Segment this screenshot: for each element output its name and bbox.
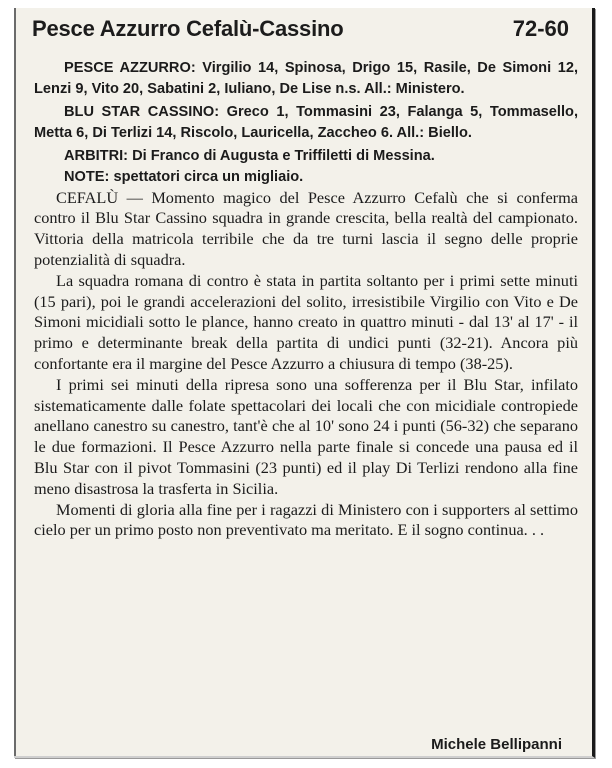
newspaper-clipping: [14, 8, 595, 758]
home-lineup: PESCE AZZURRO: Virgilio 14, Spinosa, Drigo 15, Rasile, De Simoni 12, Lenzi 9, Vito 20, Sabatini 2, Iuliano, De Lise n.s. All.: Ministero.: [34, 60, 578, 97]
paragraph-lead: CEFALÙ — Momento magico del Pesce Azzurro Cefalù che si conferma contro il Blu Star Cassino squadra in grande crescita, bella realtà del campionato. Vittoria della matricola terribile che da tre turni lascia il segno delle proprie potenzialità di squadra.: [34, 187, 578, 269]
referees: ARBITRI: Di Franco di Augusta e Triffiletti di Messina.: [64, 148, 435, 165]
paragraph-closing: Momenti di gloria alla fine per i ragazzi di Ministero con i supporters al settimo cielo per un primo posto non preventivato ma meritato. E il sogno continua. . .: [34, 499, 578, 540]
note: NOTE: spettatori circa un migliaio.: [64, 168, 304, 185]
paragraph-first-half: La squadra romana di contro è stata in partita soltanto per i primi sette minuti (15 pari), poi le grandi accelerazioni del solito, irresistibile Virgilio con Vito e De Simoni micidiali sotto le plance, hanno creato in quattro minuti - dal 13' al 17' - il primo e determinante break della partita di undici punti (32-21). Ancora più confortante era il margine del Pesce Azzurro a chiusura di tempo (38-25).: [34, 270, 578, 373]
headline: Pesce Azzurro Cefalù-Cassino: [32, 16, 344, 41]
paragraph-second-half: I primi sei minuti della ripresa sono una sofferenza per il Blu Star, infilato sistematicamente dalle folate spettacolari dei locali che con micidiale contropiede anellano canestro su canestro, tant'è che al 10' sono 24 i punti (56-32) che separano le due formazioni. Il Pesce Azzurro nella parte finale si concede una pausa ed il Blu Star con il pivot Tommasini (23 punti) ed il play Di Terlizi rendono alla fine meno disastrosa la trasferta in Sicilia.: [34, 374, 578, 498]
headline-bar: [32, 14, 577, 46]
score-fragment: 72-60: [512, 16, 569, 41]
article-body: [34, 58, 578, 541]
column-rule: [14, 8, 16, 756]
away-lineup: BLU STAR CASSINO: Greco 1, Tommasini 23, Falanga 5, Tommasello, Metta 6, Di Terlizi 14, Riscolo, Lauricella, Zaccheo 6. All.: Biello.: [34, 104, 578, 141]
byline: Michele Bellipanni: [431, 736, 562, 753]
show-through-text: [194, 44, 584, 56]
